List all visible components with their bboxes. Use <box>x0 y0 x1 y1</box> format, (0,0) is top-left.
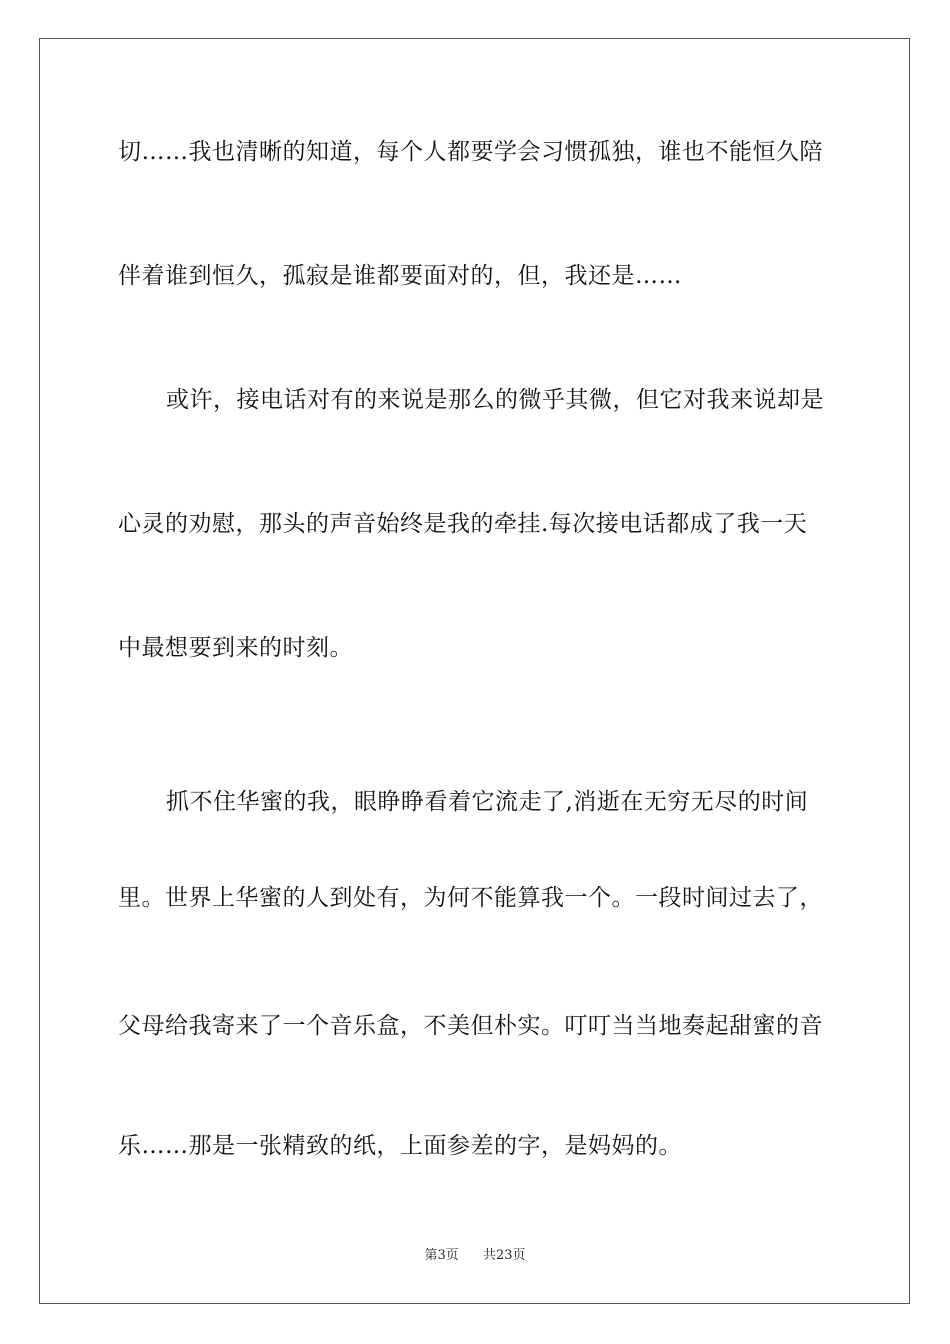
text-line-8: 父母给我寄来了一个音乐盒，不美但朴实。叮叮当当地奏起甜蜜的音 <box>118 1013 823 1039</box>
text-line-2: 伴着谁到恒久，孤寂是谁都要面对的，但，我还是…… <box>118 263 682 289</box>
total-pages: 共23页 <box>483 1248 526 1263</box>
page-footer <box>0 1247 950 1265</box>
page-border <box>39 38 910 1304</box>
text-line-9: 乐……那是一张精致的纸，上面参差的字，是妈妈的。 <box>118 1133 682 1159</box>
text-line-1: 切……我也清晰的知道，每个人都要学会习惯孤独，谁也不能恒久陪 <box>118 139 823 165</box>
text-line-4: 心灵的劝慰，那头的声音始终是我的牵挂.每次接电话都成了我一天 <box>118 511 808 537</box>
text-line-6: 抓不住华蜜的我，眼睁睁看着它流走了,消逝在无穷无尽的时间 <box>166 789 809 815</box>
text-line-5: 中最想要到来的时刻。 <box>118 635 353 661</box>
text-line-7: 里。世界上华蜜的人到处有，为何不能算我一个。一段时间过去了， <box>118 885 823 911</box>
text-line-3: 或许，接电话对有的来说是那么的微乎其微，但它对我来说却是 <box>166 387 824 413</box>
page-number: 第3页 <box>424 1248 459 1263</box>
